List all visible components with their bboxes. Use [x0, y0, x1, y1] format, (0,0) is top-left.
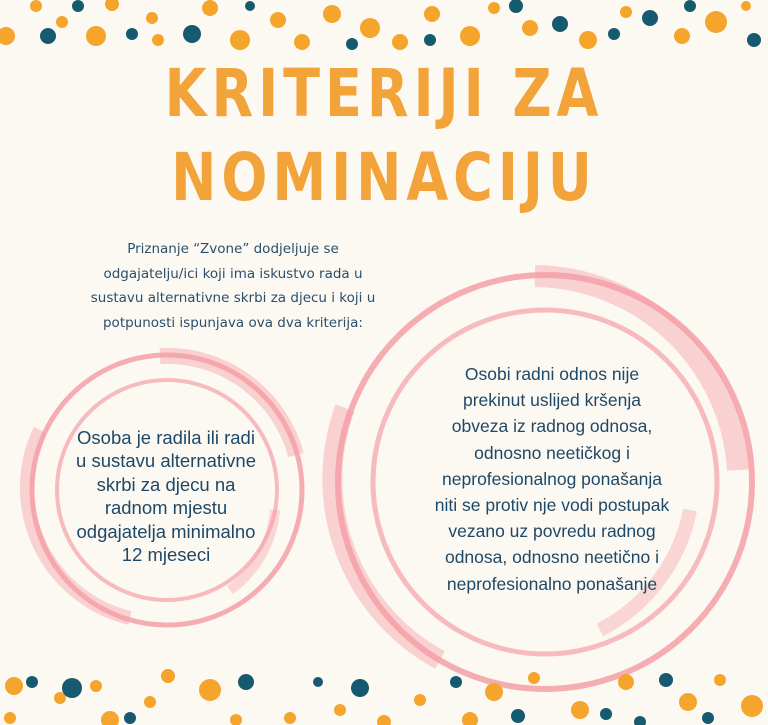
- criterion-2-line: vezano uz povredu radnog: [448, 521, 656, 542]
- criterion-1-line: skrbi za djecu na: [96, 473, 236, 495]
- criterion-2-line: neprofesionalno ponašanje: [446, 573, 658, 594]
- criterion-2-text: [406, 361, 698, 597]
- intro-line: Priznanje “Zvone” dodjeljuje se: [127, 241, 339, 257]
- criterion-2-line: prekinut uslijed kršenja: [462, 390, 641, 411]
- criterion-2-line: niti se protiv nje vodi postupak: [434, 495, 670, 516]
- criterion-2-line: neprofesionalnog ponašanja: [442, 468, 662, 489]
- page-title-line-2: NOMINACIJU: [171, 139, 597, 216]
- criterion-1-line: odgajatelja minimalno: [76, 520, 256, 542]
- intro-line: odgajatelju/ici koji ima iskustvo rada u: [103, 265, 363, 282]
- criterion-1-line: Osoba je radila ili radi: [77, 427, 255, 448]
- criterion-1-line: u sustavu alternativne: [76, 450, 256, 472]
- criterion-2-line: odnosa, odnosno neetično i: [444, 547, 660, 568]
- intro-line: sustavu alternativne skrbi za djecu i koji u: [90, 290, 376, 306]
- intro-line: potpunosti ispunjava ova dva kriterija:: [102, 314, 363, 331]
- page-title-line-1: KRITERIJI ZA: [164, 55, 604, 132]
- criterion-2-line: odnosno neetičkog i: [474, 442, 630, 463]
- criterion-1-text: [60, 426, 272, 566]
- bottom-dot-border: [0, 668, 768, 725]
- criterion-1-line: radnom mjestu: [104, 497, 228, 519]
- criterion-1-line: 12 mjeseci: [121, 544, 211, 566]
- criterion-2-line: obveza iz radnog odnosa,: [451, 416, 653, 437]
- criterion-2-line: Osobi radni odnos nije: [464, 364, 640, 384]
